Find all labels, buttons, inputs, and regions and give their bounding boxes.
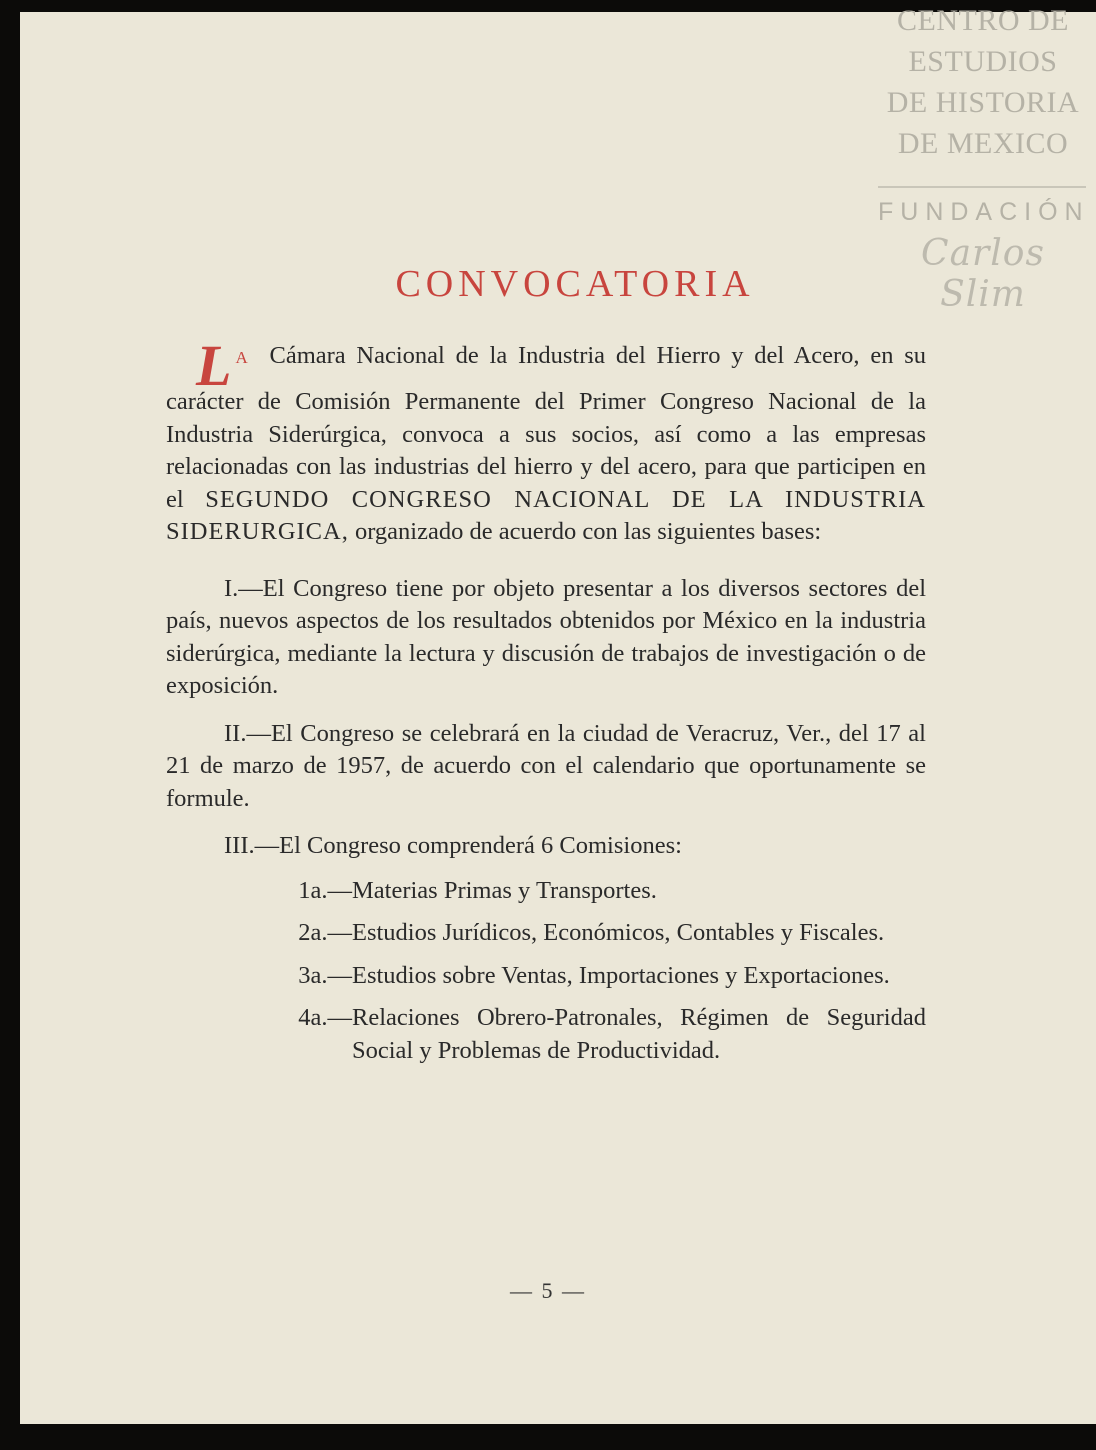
comision-text: Materias Primas y Transportes. — [352, 876, 657, 904]
congress-name: SEGUNDO CONGRESO NACIONAL DE LA INDUSTRIA SIDERURGICA, — [166, 485, 926, 545]
watermark-foundation: FUNDACIÓN — [878, 198, 1090, 226]
watermark-line: DE MEXICO — [897, 127, 1069, 160]
comision-text: Relaciones Obrero-Patronales, Régimen de Seguridad Social y Problemas de Productividad. — [352, 1004, 926, 1064]
page-title: CONVOCATORIA — [395, 263, 755, 305]
comision-number: 2a.— — [298, 919, 352, 946]
comision-item — [166, 960, 926, 993]
watermark-divider — [878, 186, 1086, 188]
watermark-line: ESTUDIOS — [908, 45, 1058, 78]
comision-text: Estudios Jurídicos, Económicos, Contables y Fiscales. — [352, 919, 885, 946]
comision-number: 1a.— — [298, 876, 352, 904]
comision-number: 3a.— — [298, 961, 352, 989]
drop-cap-rest: A — [235, 348, 249, 367]
base-item: II.—El Congreso se celebrará en la ciudad de Veracruz, Ver., del 17 al 21 de marzo de 1957, de acuerdo con el calendario que oportunamente se formule. — [166, 719, 926, 812]
intro-paragraph — [166, 333, 926, 549]
comision-item — [166, 1002, 926, 1067]
comision-item — [166, 917, 926, 950]
base-item: I.—El Congreso tiene por objeto presentar a los diversos sectores del país, nuevos aspectos de los resultados obtenidos por México en la industria siderúrgica, mediante la lectura y discusión de trabajos de investigación o de exposición. — [166, 574, 926, 699]
page-number: — 5 — — [510, 1278, 586, 1303]
watermark-signature: Carlos Slim — [921, 233, 1045, 315]
watermark-line: DE HISTORIA — [886, 86, 1080, 119]
drop-cap: L — [196, 333, 232, 398]
intro-end: organizado de acuerdo con las siguientes bases: — [354, 518, 822, 545]
comision-number: 4a.— — [298, 1004, 352, 1031]
base-item: III.—El Congreso comprenderá 6 Comisiones: — [224, 832, 682, 859]
intro-text: Cámara Nacional de la Industria del Hierro y del Acero, en su carácter de Comisión Permanente del Primer Congreso Nacional de la Industria Siderúrgica, convoca a sus socios, así como a las empresas relacionadas con las industrias del hierro y del acero, para que participen en el — [166, 342, 926, 513]
watermark-line: CENTRO DE — [897, 4, 1069, 37]
comision-item — [166, 875, 926, 908]
document-body — [166, 333, 926, 1077]
comision-text: Estudios sobre Ventas, Importaciones y Exportaciones. — [352, 961, 890, 989]
